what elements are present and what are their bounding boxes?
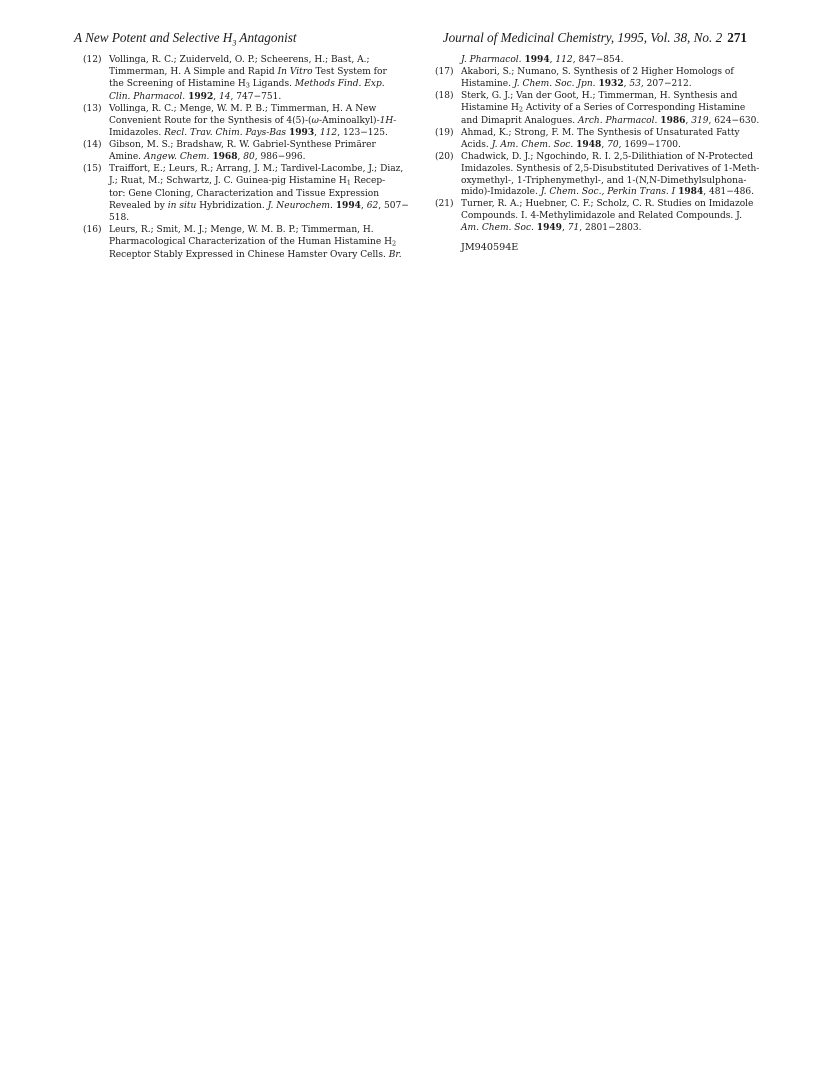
reference-number: (15) xyxy=(83,163,102,174)
reference-13 xyxy=(83,104,397,140)
reference-14 xyxy=(83,140,397,164)
reference-line: Compounds. I. 4-Methylimidazole and Related Compounds. J. xyxy=(461,211,742,222)
manuscript-code: JM940594E xyxy=(461,242,519,254)
reference-line: Convenient Route for the Synthesis of 4(5)-(ω-Aminoalkyl)-1H- xyxy=(109,116,397,127)
journal-citation-header xyxy=(443,30,747,46)
reference-line: Vollinga, R. C.; Menge, W. M. P. B.; Timmerman, H. A New xyxy=(109,104,377,115)
reference-line: 518. xyxy=(109,212,130,223)
references-right-column xyxy=(435,55,760,254)
references-left-column xyxy=(83,55,409,262)
reference-number: (19) xyxy=(435,127,454,138)
reference-line: tor: Gene Cloning, Characterization and Tissue Expression xyxy=(109,188,380,199)
reference-15 xyxy=(83,163,409,225)
reference-line: mido)-Imidazole. J. Chem. Soc., Perkin Trans. I 1984, 481−486. xyxy=(461,187,755,198)
reference-line: Amine. Angew. Chem. 1968, 80, 986−996. xyxy=(109,151,306,162)
reference-16-continuation xyxy=(435,55,749,67)
reference-line: Gibson, M. S.; Bradshaw, R. W. Gabriel-Synthese Primärer xyxy=(109,139,376,150)
reference-line: oxymethyl-, 1-Triphenymethyl-, and 1-(N,N-Dimethylsulphona- xyxy=(461,175,747,186)
reference-19 xyxy=(435,128,749,152)
reference-line: Imidazoles. Recl. Trav. Chim. Pays-Bas 1993, 112, 123−125. xyxy=(109,127,388,138)
reference-line: Ahmad, K.; Strong, F. M. The Synthesis of Unsaturated Fatty xyxy=(461,127,740,138)
reference-17 xyxy=(435,67,749,91)
reference-21 xyxy=(435,199,754,235)
reference-line: Chadwick, D. J.; Ngochindo, R. I. 2,5-Dilithiation of N-Protected xyxy=(461,151,754,162)
reference-number: (12) xyxy=(83,55,102,65)
reference-line: Leurs, R.; Smit, M. J.; Menge, W. M. B. P.; Timmerman, H. xyxy=(109,224,374,235)
reference-line: J.; Ruat, M.; Schwartz, J. C. Guinea-pig Histamine $H_1$ Recep- xyxy=(109,175,386,187)
reference-line: Revealed by in situ Hybridization. J. Neurochem. 1994, 62, 507− xyxy=(109,200,409,211)
reference-line: Pharmacological Characterization of the Human Histamine $H_2$ xyxy=(109,236,397,248)
reference-number: (13) xyxy=(83,104,102,115)
reference-line: Imidazoles. Synthesis of 2,5-Disubstituted Derivatives of 1-Meth- xyxy=(461,163,760,174)
reference-number: (17) xyxy=(435,66,454,77)
reference-line: Receptor Stably Expressed in Chinese Hamster Ovary Cells. Br. xyxy=(109,250,402,260)
reference-line: the Screening of Histamine $H_3$ Ligands. Methods Find. Exp. xyxy=(109,78,385,90)
reference-number: (18) xyxy=(435,90,454,101)
reference-number: (20) xyxy=(435,151,454,162)
reference-12 xyxy=(83,55,397,104)
reference-line: Timmerman, H. A Simple and Rapid In Vitro Test System for xyxy=(109,66,387,77)
reference-line: Akabori, S.; Numano, S. Synthesis of 2 Higher Homologs of xyxy=(461,66,734,77)
reference-line: Traiffort, E.; Leurs, R.; Arrang, J. M.; Tardivel-Lacombe, J.; Diaz, xyxy=(109,163,404,174)
reference-number: (21) xyxy=(435,199,454,210)
reference-line: Acids. J. Am. Chem. Soc. 1948, 70, 1699−1700. xyxy=(461,139,681,150)
reference-line: and Dimaprit Analogues. Arch. Pharmacol. 1986, 319, 624−630. xyxy=(461,116,760,127)
reference-20 xyxy=(435,151,760,200)
reference-18 xyxy=(435,90,760,128)
reference-line: Histamine. J. Chem. Soc. Jpn. 1932, 53, 207−212. xyxy=(461,78,692,89)
article-short-title: A New Potent and Selective $H_3$ Antagonist xyxy=(74,30,297,48)
reference-line: Am. Chem. Soc. 1949, 71, 2801−2803. xyxy=(461,223,642,234)
page-number: 271 xyxy=(727,30,747,45)
reference-number: (16) xyxy=(83,224,102,235)
reference-line: Vollinga, R. C.; Zuiderveld, O. P.; Scheerens, H.; Bast, A.; xyxy=(109,55,370,65)
journal-info: Journal of Medicinal Chemistry, 1995, Vol. 38, No. 2 xyxy=(442,30,723,45)
reference-16 xyxy=(83,224,402,262)
reference-line: J. Pharmacol. 1994, 112, 847−854. xyxy=(461,55,624,65)
reference-line: Turner, R. A.; Huebner, C. F.; Scholz, C. R. Studies on Imidazole xyxy=(461,199,754,210)
running-header xyxy=(0,30,820,48)
reference-number: (14) xyxy=(83,139,102,150)
reference-line: Clin. Pharmacol. 1992, 14, 747−751. xyxy=(109,92,282,103)
reference-line: Histamine $H_2$ Activity of a Series of Corresponding Histamine xyxy=(461,102,746,114)
reference-line: Sterk, G. J.; Van der Goot, H.; Timmerman, H. Synthesis and xyxy=(461,90,738,101)
